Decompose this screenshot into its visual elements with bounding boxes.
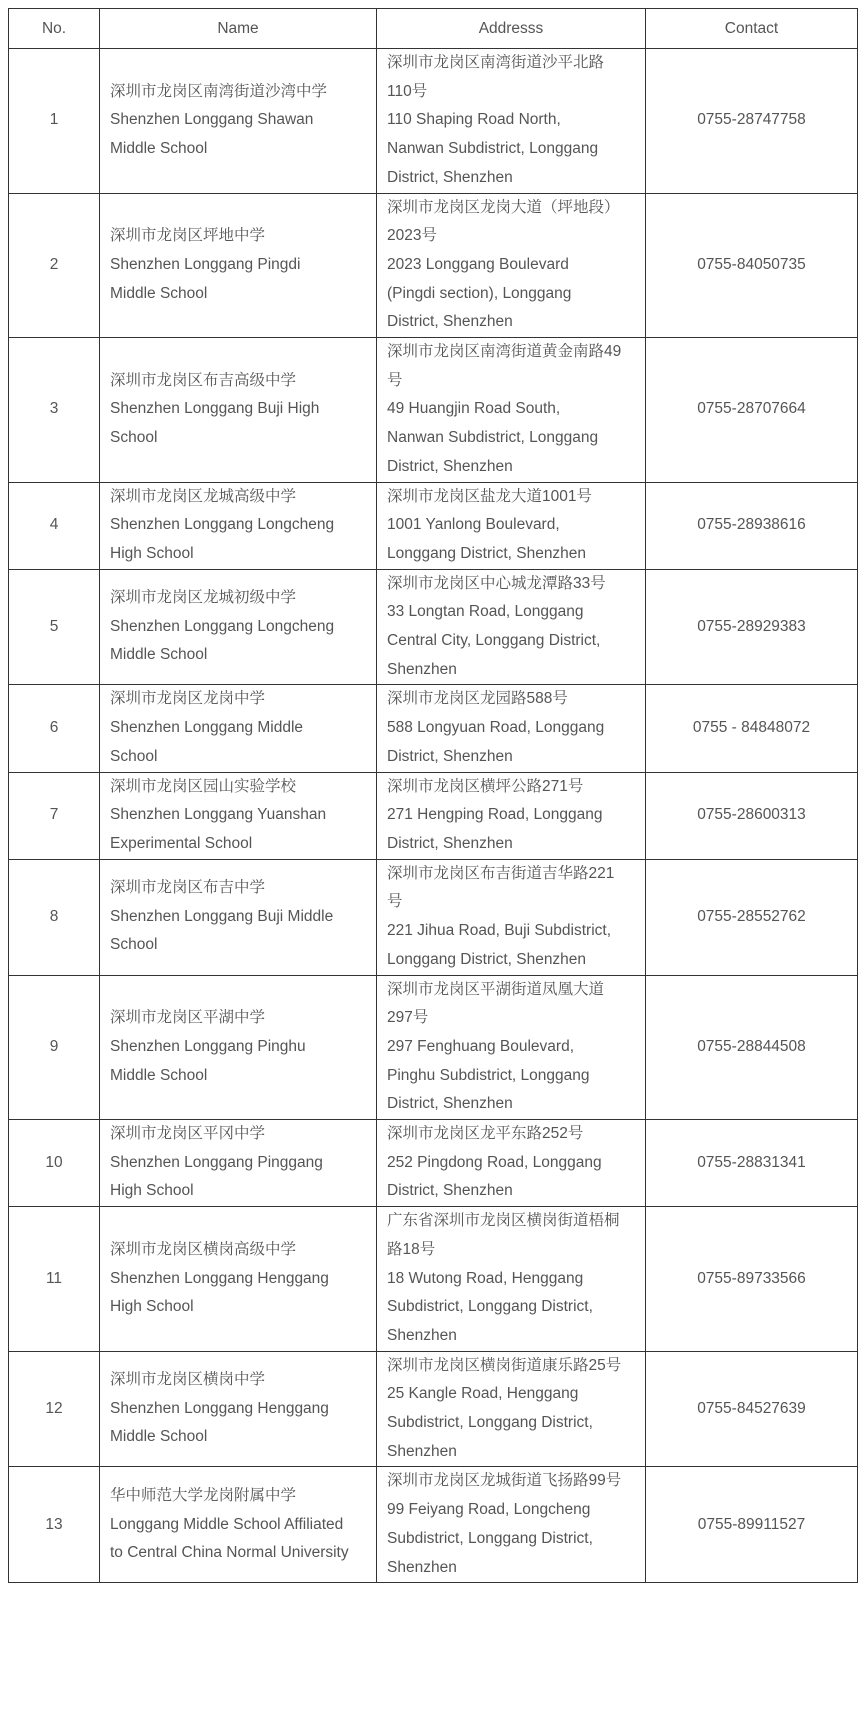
school-address-cell (377, 975, 646, 1120)
school-name-line: Shenzhen Longgang Middle (110, 719, 304, 737)
row-number: 1 (9, 49, 100, 194)
row-number: 3 (9, 338, 100, 483)
school-name-line: to Central China Normal University (110, 1544, 349, 1562)
row-number: 12 (9, 1351, 100, 1467)
school-name-cell (100, 1207, 377, 1352)
school-name-line: 深圳市龙岗区横岗高级中学 (110, 1240, 297, 1258)
table-row (9, 1467, 858, 1583)
school-address-line: 297 Fenghuang Boulevard, (387, 1037, 575, 1055)
school-name-line: 深圳市龙岗区横岗中学 (110, 1370, 266, 1388)
school-name-cell (100, 1467, 377, 1583)
school-address-line: 深圳市龙岗区南湾街道黄金南路49 (387, 343, 622, 361)
schools-table-container (8, 8, 857, 1583)
school-contact-phone: 0755-28938616 (646, 482, 858, 569)
school-name-line: 深圳市龙岗区平湖中学 (110, 1009, 266, 1027)
school-name-line: 深圳市龙岗区龙岗中学 (110, 690, 266, 708)
row-number: 7 (9, 772, 100, 859)
school-address-line: District, Shenzhen (387, 313, 513, 331)
row-number: 10 (9, 1120, 100, 1207)
school-address-line: District, Shenzhen (387, 1182, 513, 1200)
school-name-line: 深圳市龙岗区布吉高级中学 (110, 371, 297, 389)
school-address-cell (377, 49, 646, 194)
school-name-cell (100, 772, 377, 859)
table-row (9, 772, 858, 859)
school-name-line: Middle School (110, 1428, 208, 1446)
school-name-line: 深圳市龙岗区南湾街道沙湾中学 (110, 82, 328, 100)
school-name-line: Shenzhen Longgang Pinghu (110, 1037, 306, 1055)
school-name-line: High School (110, 1182, 194, 1200)
school-name-line: 深圳市龙岗区龙城初级中学 (110, 589, 297, 606)
school-name-line: High School (110, 544, 194, 562)
school-address-line: 深圳市龙岗区龙岗大道（坪地段） (387, 198, 620, 216)
school-contact-phone: 0755 - 84848072 (646, 685, 858, 772)
school-contact-phone: 0755-84527639 (646, 1351, 858, 1467)
school-address-line: 297号 (387, 1009, 429, 1027)
school-name-line: School (110, 747, 158, 765)
school-contact-phone: 0755-28831341 (646, 1120, 858, 1207)
school-address-line: Shenzhen (387, 1326, 457, 1344)
school-address-line: Shenzhen (387, 1558, 457, 1576)
school-address-cell (377, 685, 646, 772)
school-address-line: 49 Huangjin Road South, (387, 400, 561, 418)
school-name-line: 华中师范大学龙岗附属中学 (110, 1486, 297, 1504)
school-name-line: Shenzhen Longgang Pinggang (110, 1153, 323, 1171)
school-name-line: Experimental School (110, 834, 253, 852)
school-address-line: Longgang District, Shenzhen (387, 544, 587, 562)
school-address-cell (377, 1351, 646, 1467)
school-name-line: Shenzhen Longgang Yuanshan (110, 806, 327, 824)
row-number: 11 (9, 1207, 100, 1352)
school-name-line: School (110, 936, 158, 954)
school-name-line: Shenzhen Longgang Henggang (110, 1399, 329, 1417)
school-name-cell (100, 1351, 377, 1467)
row-number: 5 (9, 569, 100, 685)
school-contact-phone: 0755-28552762 (646, 859, 858, 975)
table-row (9, 685, 858, 772)
school-name-line: Middle School (110, 140, 208, 158)
school-name-line: Shenzhen Longgang Shawan (110, 111, 314, 129)
school-address-line: 广东省深圳市龙岗区横岗街道梧桐 (387, 1212, 620, 1230)
school-name-line: Shenzhen Longgang Buji Middle (110, 907, 334, 925)
school-address-cell (377, 569, 646, 685)
school-address-line: 深圳市龙岗区横坪公路271号 (387, 777, 584, 795)
school-name-line: Shenzhen Longgang Pingdi (110, 255, 301, 273)
school-name-cell (100, 685, 377, 772)
school-contact-phone: 0755-28844508 (646, 975, 858, 1120)
school-address-line: 深圳市龙岗区龙城街道飞扬路99号 (387, 1472, 622, 1490)
school-address-cell (377, 772, 646, 859)
school-address-line: District, Shenzhen (387, 834, 513, 852)
school-address-line: 深圳市龙岗区盐龙大道1001号 (387, 487, 592, 505)
school-name-line: Shenzhen Longgang Buji High (110, 400, 320, 418)
school-address-line: 2023号 (387, 227, 437, 245)
school-address-line: 深圳市龙岗区平湖街道凤凰大道 (387, 980, 605, 998)
school-name-cell (100, 975, 377, 1120)
table-row (9, 1207, 858, 1352)
school-address-line: Shenzhen (387, 660, 457, 678)
table-row (9, 338, 858, 483)
school-address-line: District, Shenzhen (387, 1095, 513, 1113)
school-address-line: Central City, Longgang District, (387, 632, 601, 650)
school-address-line: 271 Hengping Road, Longgang (387, 806, 603, 824)
school-address-line: (Pingdi section), Longgang (387, 284, 572, 302)
school-name-cell (100, 482, 377, 569)
table-row (9, 1120, 858, 1207)
table-row (9, 482, 858, 569)
school-contact-phone: 0755-84050735 (646, 193, 858, 338)
school-name-cell (100, 338, 377, 483)
header-no: No. (9, 9, 100, 49)
school-address-cell (377, 482, 646, 569)
school-contact-phone: 0755-89911527 (646, 1467, 858, 1583)
school-address-line: 110 Shaping Road North, (387, 111, 561, 129)
table-body (9, 49, 858, 1583)
school-name-cell (100, 49, 377, 194)
school-name-line: School (110, 429, 158, 447)
table-row (9, 1351, 858, 1467)
school-address-line: 深圳市龙岗区龙园路588号 (387, 690, 568, 708)
school-address-line: 110号 (387, 82, 428, 100)
table-row (9, 859, 858, 975)
table-row (9, 49, 858, 194)
row-number: 8 (9, 859, 100, 975)
school-address-line: District, Shenzhen (387, 457, 513, 475)
school-address-line: 深圳市龙岗区龙平东路252号 (387, 1125, 584, 1143)
table-row (9, 569, 858, 685)
school-address-line: Nanwan Subdistrict, Longgang (387, 140, 599, 158)
school-address-line: 99 Feiyang Road, Longcheng (387, 1501, 591, 1519)
school-address-line: 深圳市龙岗区南湾街道沙平北路 (387, 54, 605, 71)
school-address-line: 1001 Yanlong Boulevard, (387, 516, 560, 534)
schools-table (8, 8, 858, 1583)
school-address-line: District, Shenzhen (387, 747, 513, 765)
school-address-cell (377, 1207, 646, 1352)
school-name-cell (100, 569, 377, 685)
school-name-line: Middle School (110, 1066, 208, 1084)
school-name-line: 深圳市龙岗区平冈中学 (110, 1125, 266, 1143)
header-row (9, 9, 858, 49)
school-name-cell (100, 859, 377, 975)
school-address-line: 33 Longtan Road, Longgang (387, 603, 584, 621)
school-address-line: Subdistrict, Longgang District, (387, 1414, 593, 1432)
row-number: 2 (9, 193, 100, 338)
school-contact-phone: 0755-28600313 (646, 772, 858, 859)
school-address-line: 路18号 (387, 1240, 436, 1258)
school-address-cell (377, 338, 646, 483)
school-contact-phone: 0755-28707664 (646, 338, 858, 483)
table-row (9, 193, 858, 338)
school-address-line: Longgang District, Shenzhen (387, 950, 587, 968)
school-address-line: District, Shenzhen (387, 168, 513, 186)
header-contact: Contact (646, 9, 858, 49)
school-address-line: Nanwan Subdistrict, Longgang (387, 429, 599, 447)
school-address-cell (377, 1467, 646, 1583)
school-contact-phone: 0755-89733566 (646, 1207, 858, 1352)
school-address-line: 号 (387, 893, 403, 911)
school-name-line: Longgang Middle School Affiliated (110, 1515, 344, 1533)
school-contact-phone: 0755-28929383 (646, 569, 858, 685)
school-address-line: Pinghu Subdistrict, Longgang (387, 1066, 590, 1084)
school-address-line: 深圳市龙岗区横岗街道康乐路25号 (387, 1356, 622, 1374)
school-name-line: Middle School (110, 284, 208, 302)
school-address-line: Subdistrict, Longgang District, (387, 1298, 593, 1316)
row-number: 6 (9, 685, 100, 772)
school-address-line: Subdistrict, Longgang District, (387, 1529, 593, 1547)
table-header (9, 9, 858, 49)
school-name-line: Shenzhen Longgang Longcheng (110, 617, 335, 635)
row-number: 9 (9, 975, 100, 1120)
school-address-line: 深圳市龙岗区中心城龙潭路33号 (387, 574, 606, 592)
header-name: Name (100, 9, 377, 49)
school-name-line: Middle School (110, 646, 208, 664)
school-name-cell (100, 193, 377, 338)
school-address-line: 252 Pingdong Road, Longgang (387, 1153, 602, 1171)
school-contact-phone: 0755-28747758 (646, 49, 858, 194)
school-name-line: 深圳市龙岗区布吉中学 (110, 879, 266, 897)
row-number: 4 (9, 482, 100, 569)
school-address-line: 号 (387, 371, 403, 389)
header-address: Addresss (377, 9, 646, 49)
school-address-cell (377, 193, 646, 338)
school-name-line: 深圳市龙岗区坪地中学 (110, 227, 266, 245)
school-name-line: Shenzhen Longgang Longcheng (110, 516, 335, 534)
school-name-cell (100, 1120, 377, 1207)
school-address-line: 18 Wutong Road, Henggang (387, 1269, 584, 1287)
school-address-line: 25 Kangle Road, Henggang (387, 1385, 579, 1403)
school-address-line: 588 Longyuan Road, Longgang (387, 719, 605, 737)
school-name-line: 深圳市龙岗区园山实验学校 (110, 777, 297, 795)
school-address-line: 深圳市龙岗区布吉街道吉华路221 (387, 864, 615, 882)
school-address-line: 2023 Longgang Boulevard (387, 255, 569, 273)
school-address-line: Shenzhen (387, 1442, 457, 1460)
school-address-cell (377, 1120, 646, 1207)
school-name-line: High School (110, 1298, 194, 1316)
school-address-cell (377, 859, 646, 975)
school-name-line: 深圳市龙岗区龙城高级中学 (110, 487, 297, 505)
row-number: 13 (9, 1467, 100, 1583)
school-address-line: 221 Jihua Road, Buji Subdistrict, (387, 922, 612, 940)
table-row (9, 975, 858, 1120)
school-name-line: Shenzhen Longgang Henggang (110, 1269, 329, 1287)
